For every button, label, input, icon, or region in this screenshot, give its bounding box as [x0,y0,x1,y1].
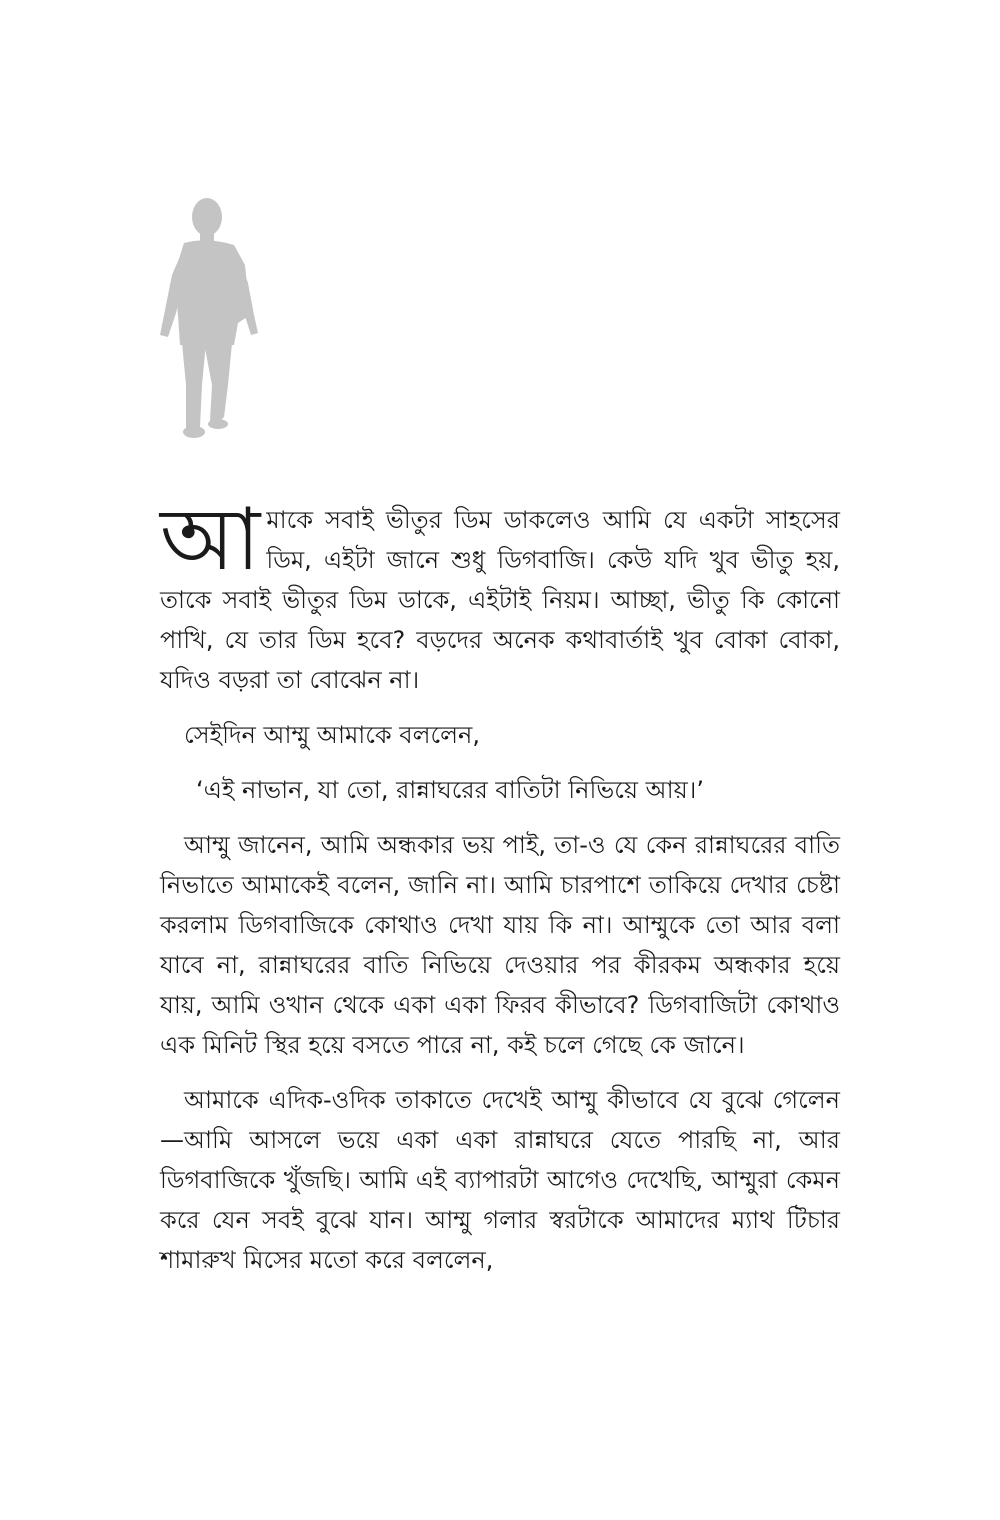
story-text [160,490,840,1295]
paragraph-1-text: মাকে সবাই ভীতুর ডিম ডাকলেও আমি যে একটা সাহসের ডিম, এইটা জানে শুধু ডিগবাজি। কেউ যদি খুব ভীতু হয়, তাকে সবাই ভীতুর ডিম ডাকে, এইটাই নিয়ম। আচ্ছা, ভীতু কি কোনো পাখি, যে তার ডিম হবে? বড়দের অনেক কথাবার্তাই খুব বোকা বোকা, যদিও বড়রা তা বোঝেন না। [160,506,840,694]
boy-silhouette-illustration [150,195,270,445]
drop-cap: আ [160,490,261,590]
paragraph-3-dialogue: ‘এই নাভান, যা তো, রান্নাঘরের বাতিটা নিভিয়ে আয়।’ [196,776,704,804]
paragraph-5: আমাকে এদিক-ওদিক তাকাতে দেখেই আম্মু কীভাবে যে বুঝে গেলেন—আমি আসলে ভয়ে একা একা রান্নাঘরে যেতে পারছি না, আর ডিগবাজিকে খুঁজছি। আমি এই ব্যাপারটা আগেও দেখেছি, আম্মুরা কেমন করে যেন সবই বুঝে যান। আম্মু গলার স্বরটাকে আমাদের ম্যাথ টিচার শামারুখ মিসের মতো করে বললেন, [160,1086,840,1274]
paragraph-4: আম্মু জানেন, আমি অন্ধকার ভয় পাই, তা-ও যে কেন রান্নাঘরের বাতি নিভাতে আমাকেই বলেন, জানি না। আমি চারপাশে তাকিয়ে দেখার চেষ্টা করলাম ডিগবাজিকে কোথাও দেখা যায় কি না। আম্মুকে তো আর বলা যাবে না, রান্নাঘরের বাতি নিভিয়ে দেওয়ার পর কীরকম অন্ধকার হয়ে যায়, আমি ওখান থেকে একা একা ফিরব কীভাবে? ডিগবাজিটা কোথাও এক মিনিট স্থির হয়ে বসতে পারে না, কই চলে গেছে কে জানে। [160,831,840,1059]
paragraph-2: সেইদিন আম্মু আমাকে বললেন, [184,721,481,749]
paragraph-1 [160,490,840,700]
